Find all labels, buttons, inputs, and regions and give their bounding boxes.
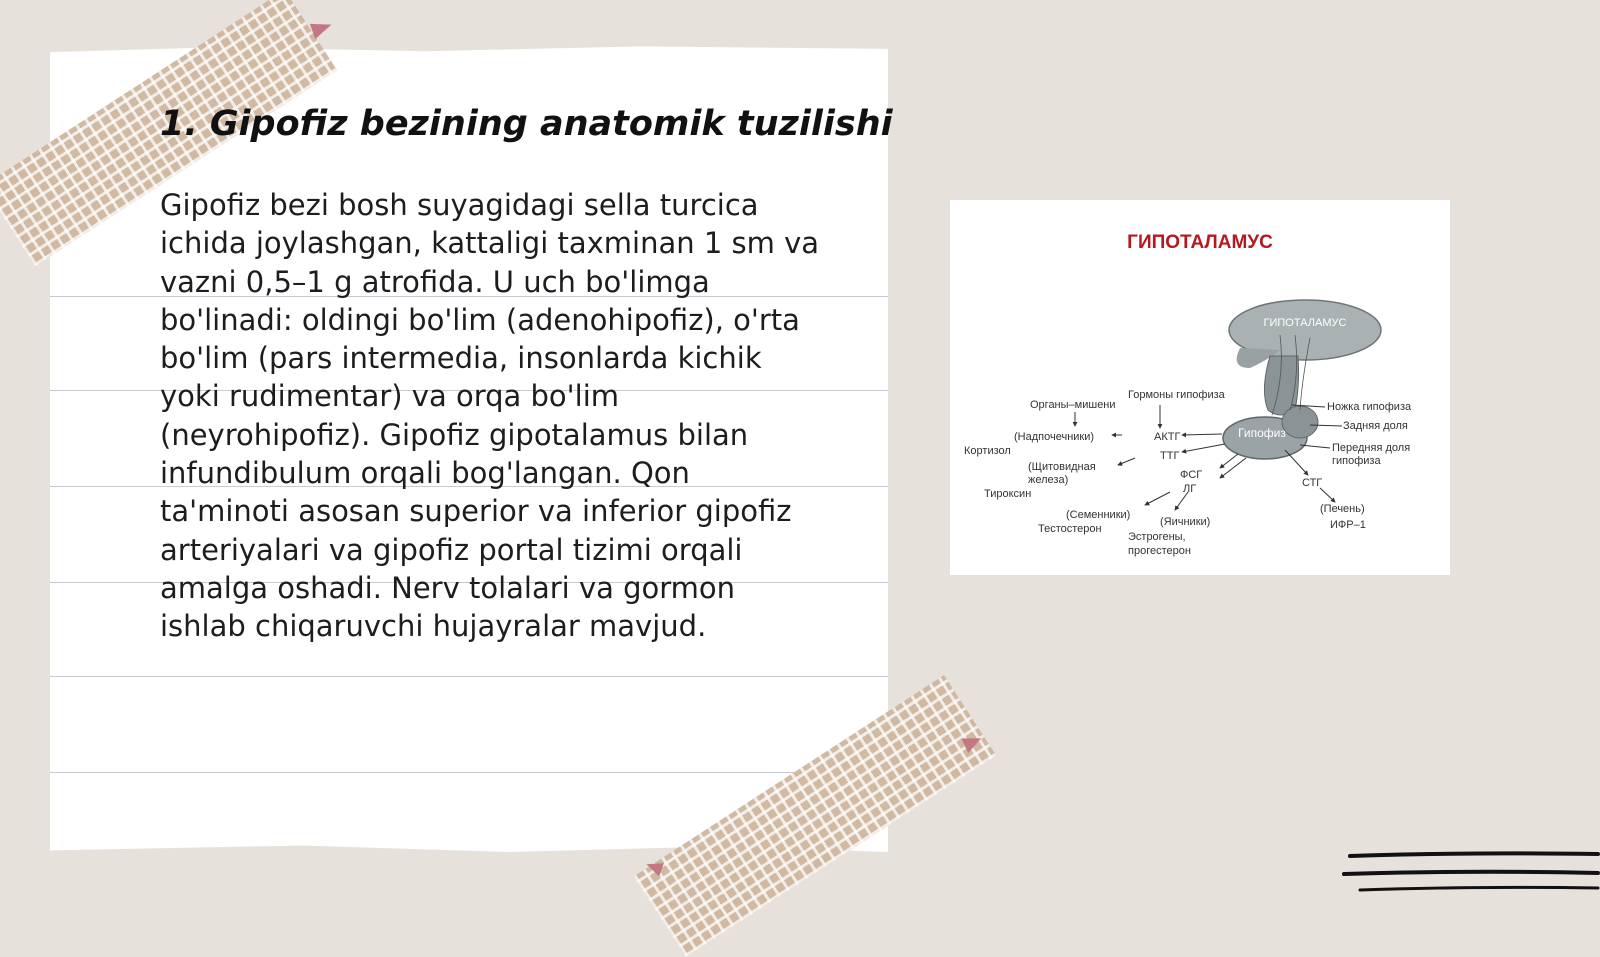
- body-line: arteriyalari va gipofiz portal tizimi orqali: [160, 532, 743, 567]
- label-testosterone: Тестостерон: [1038, 523, 1102, 535]
- hypothalamus-pituitary-diagram: [950, 200, 1450, 575]
- label-liver: (Печень): [1320, 503, 1365, 515]
- tape-corner-mark: [310, 17, 334, 39]
- pituitary-label: Гипофиз: [1238, 426, 1286, 440]
- label-estrogens-1: Эстрогены,: [1128, 531, 1186, 543]
- label-thyroid-1: (Щитовидная: [1028, 461, 1096, 473]
- body-line: ichida joylashgan, kattaligi taxminan 1 sm va: [160, 226, 820, 261]
- body-line: Gipofiz bezi bosh suyagidagi sella turcica: [160, 188, 759, 222]
- label-thyroid-2: железа): [1028, 474, 1069, 486]
- label-organs: Органы–мишени: [1030, 399, 1116, 411]
- label-anterior-2: гипофиза: [1332, 455, 1381, 467]
- label-cortisol: Кортизол: [964, 445, 1011, 457]
- label-ovaries: (Яичники): [1160, 516, 1211, 528]
- slide-body-text: [160, 186, 840, 646]
- slide-title: 1. Gipofiz bezining anatomik tuzilishi: [160, 104, 893, 144]
- label-hormones: Гормоны гипофиза: [1128, 389, 1225, 401]
- body-line: bo'lim (pars intermedia, insonlarda kichik: [160, 341, 762, 376]
- diagram-heading: ГИПОТАЛАМУС: [1127, 232, 1273, 253]
- label-ttg: ТТГ: [1160, 450, 1180, 462]
- body-line: yoki rudimentar) va orqa bo'lim: [160, 379, 620, 414]
- label-testes: (Семенники): [1066, 509, 1131, 521]
- body-line: (neyrohipofiz). Gipofiz gipotalamus bilan: [160, 417, 749, 452]
- label-ifr: ИФР–1: [1330, 519, 1366, 531]
- body-line: vazni 0,5–1 g atrofida. U uch bo'limga: [160, 264, 710, 299]
- label-anterior-1: Передняя доля: [1332, 442, 1411, 454]
- decorative-brush-strokes: [1340, 846, 1600, 900]
- label-actg: АКТГ: [1154, 431, 1181, 443]
- hypothalamus-label: ГИПОТАЛАМУС: [1263, 317, 1347, 329]
- body-line: bo'linadi: oldingi bo'lim (adenohipofiz), o'rta: [160, 302, 800, 337]
- label-stalk: Ножка гипофиза: [1327, 401, 1412, 413]
- body-line: ta'minoti asosan superior va inferior gipofiz: [160, 494, 792, 529]
- label-lg: ЛГ: [1183, 483, 1197, 495]
- label-estrogens-2: прогестерон: [1128, 545, 1191, 557]
- label-thyroxine: Тироксин: [984, 488, 1032, 500]
- label-posterior: Задняя доля: [1343, 420, 1408, 432]
- body-line: ishlab chiqaruvchi hujayralar mavjud.: [160, 609, 707, 644]
- paper-rule-line: [50, 676, 888, 677]
- label-stg: СТГ: [1302, 477, 1323, 489]
- paper-rule-line: [50, 772, 888, 773]
- body-line: amalga oshadi. Nerv tolalari va gormon: [160, 570, 736, 605]
- body-line: infundibulum orqali bog'langan. Qon: [160, 456, 690, 491]
- label-adrenal: (Надпочечники): [1014, 431, 1095, 443]
- label-fsg: ФСГ: [1180, 469, 1203, 481]
